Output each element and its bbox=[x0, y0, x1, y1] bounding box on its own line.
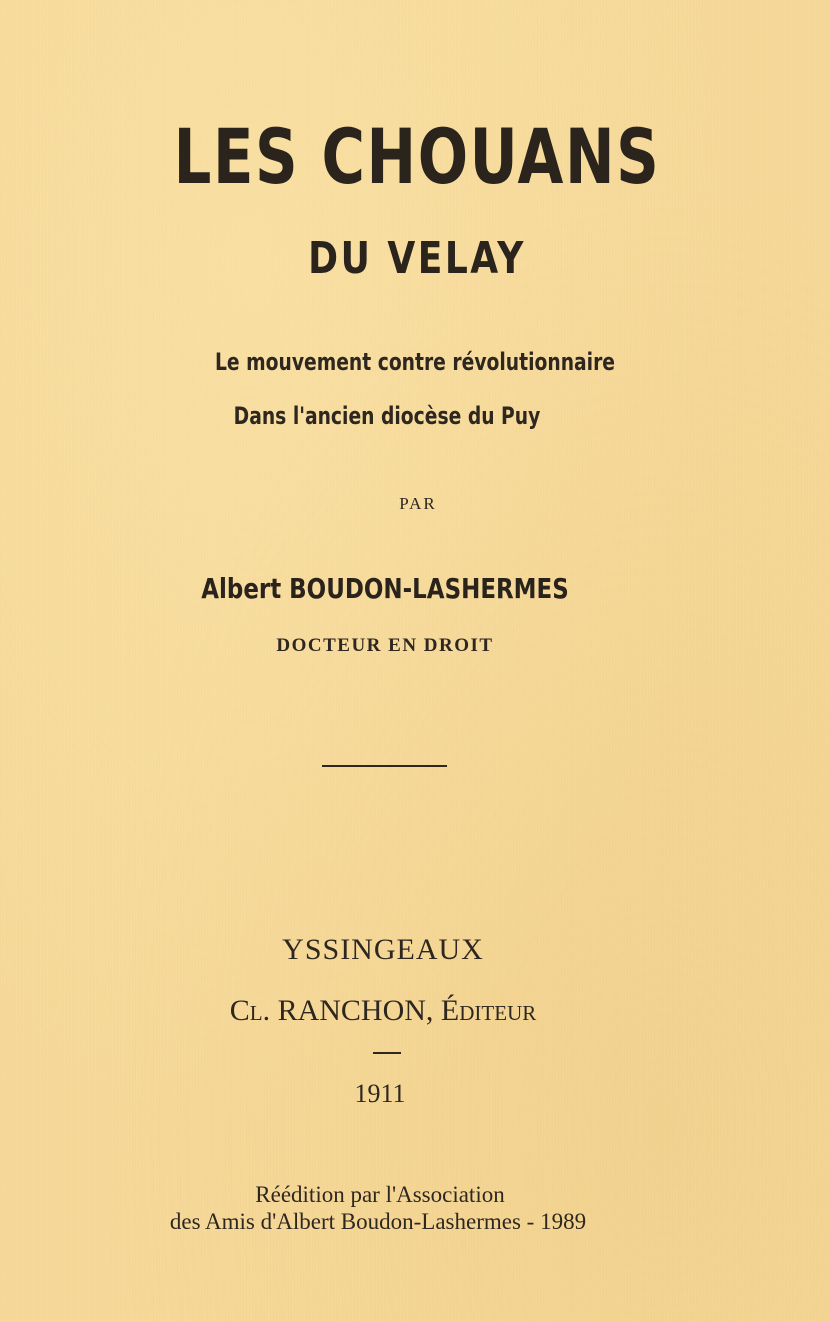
author-name: Albert BOUDON-LASHERMES bbox=[201, 572, 569, 605]
short-divider bbox=[373, 1052, 401, 1054]
author-degree: DOCTEUR EN DROIT bbox=[276, 635, 494, 656]
by-label: PAR bbox=[399, 494, 437, 513]
divider-rule bbox=[322, 765, 447, 767]
publication-city: YSSINGEAUX bbox=[282, 933, 484, 966]
book-title: LES CHOUANS bbox=[173, 112, 661, 201]
book-subtitle: DU VELAY bbox=[308, 233, 526, 284]
reissue-line-2: des Amis d'Albert Boudon-Lashermes - 1989 bbox=[169, 1209, 587, 1234]
reissue-line-1: Réédition par l'Association bbox=[255, 1182, 505, 1207]
publication-year: 1911 bbox=[354, 1079, 406, 1108]
description-line-2: Dans l'ancien diocèse du Puy bbox=[233, 402, 541, 430]
description-line-1: Le mouvement contre révolutionnaire bbox=[214, 348, 615, 376]
publisher-name: Cl. RANCHON, Éditeur bbox=[229, 994, 537, 1027]
